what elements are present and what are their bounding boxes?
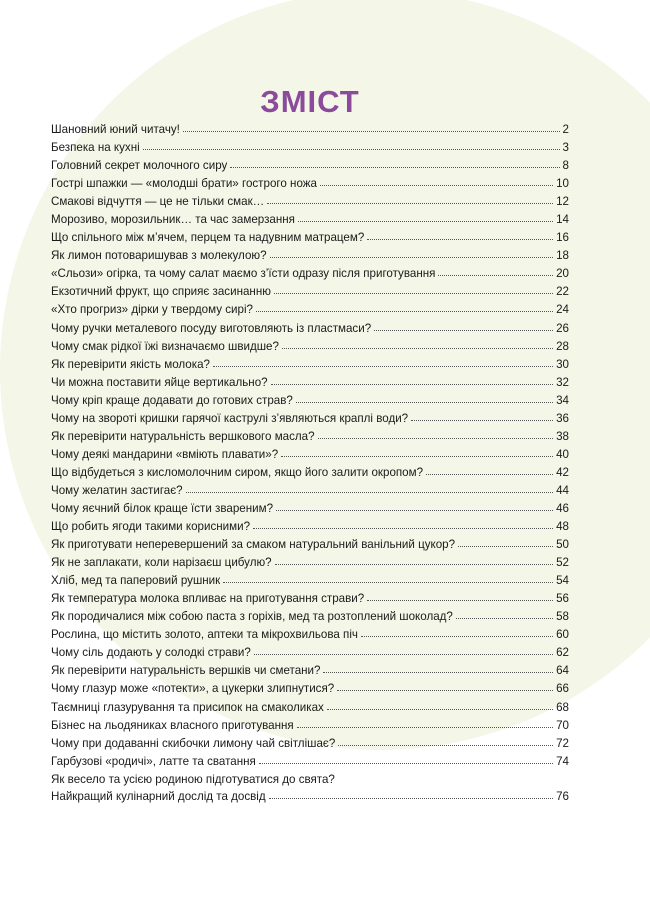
toc-entry-page-number: 48 (556, 520, 569, 534)
dot-leader (282, 347, 553, 349)
dot-leader (297, 726, 553, 728)
toc-entry-page-number: 50 (556, 538, 569, 552)
toc-entry[interactable] (51, 518, 569, 536)
dot-leader (298, 220, 553, 222)
toc-entry-page-number: 60 (556, 628, 569, 642)
toc-entry-page-number: 62 (556, 646, 569, 660)
toc-entry-page-number: 40 (556, 447, 569, 461)
toc-entry[interactable] (51, 301, 569, 319)
toc-entry[interactable] (51, 446, 569, 464)
toc-entry-title: Смакові відчуття — це не тільки смак… (51, 195, 265, 209)
dot-leader (223, 581, 553, 583)
dot-leader (143, 148, 560, 150)
dot-leader (458, 545, 553, 547)
toc-entry-title: Шановний юний читачу! (51, 123, 180, 136)
toc-entry-title: Рослина, що містить золото, аптеки та мікрохвильова піч (51, 628, 358, 642)
toc-entry-page-number: 18 (556, 249, 569, 263)
toc-entry-page-number: 72 (556, 736, 569, 750)
toc-entry[interactable] (51, 554, 569, 572)
toc-entry[interactable] (51, 211, 569, 229)
toc-entry-title: Як породичалися між собою паста з горіхів, мед та розтоплений шоколад? (51, 610, 453, 624)
dot-leader (438, 274, 553, 276)
dot-leader (337, 689, 553, 691)
toc-entry[interactable] (51, 536, 569, 554)
toc-entry-title: Чому желатин застигає? (51, 483, 183, 497)
toc-entry-title: Чи можна поставити яйце вертикально? (51, 375, 268, 389)
toc-entry-page-number: 54 (556, 574, 569, 588)
toc-entry[interactable] (51, 699, 569, 717)
dot-leader (213, 365, 553, 367)
toc-entry-title: «Сльози» огірка, та чому салат маємо з’їсти одразу після приготування (51, 267, 436, 281)
toc-entry-title-line2: Найкращий кулінарний дослід та досвід (51, 789, 266, 803)
toc-entry-title: Що відбудеться з кисломолочним сиром, якщо його залити окропом? (51, 465, 424, 479)
toc-entry-title: Як перевірити натуральність вершків чи сметани? (51, 664, 321, 678)
toc-entry-title: Чому яєчний білок краще їсти звареним? (51, 501, 274, 515)
toc-entry-page-number: 24 (556, 303, 569, 317)
toc-entry-page-number: 74 (556, 754, 569, 768)
toc-entry-page-number: 12 (556, 195, 569, 209)
toc-entry[interactable] (51, 680, 569, 698)
toc-entry-title: Що робить ягоди такими корисними? (51, 520, 251, 534)
toc-entry[interactable] (51, 392, 569, 410)
toc-entry-title: Чому деякі мандарини «вміють плавати»? (51, 447, 279, 461)
dot-leader (269, 797, 553, 799)
toc-entry-page-number: 10 (556, 177, 569, 191)
toc-entry-title: Гарбузові «родичі», латте та сватання (51, 754, 256, 768)
toc-entry[interactable] (51, 482, 569, 500)
toc-entry-page-number: 8 (562, 159, 569, 173)
toc-entry-page-number: 28 (556, 339, 569, 353)
toc-entry[interactable] (51, 590, 569, 608)
toc-entry-page-number: 20 (556, 267, 569, 281)
dot-leader (367, 238, 553, 240)
toc-entry-title: Екзотичний фрукт, що сприяє засинанню (51, 285, 271, 299)
toc-entry[interactable] (51, 626, 569, 644)
toc-entry-page-number: 26 (556, 321, 569, 335)
toc-entry[interactable] (51, 229, 569, 247)
toc-entry-title: Що спільного між м’ячем, перцем та надувним матрацем? (51, 231, 365, 245)
dot-leader (327, 708, 553, 710)
toc-entry-page-number: 70 (556, 718, 569, 732)
toc-entry-title: Бізнес на льодяниках власного приготування (51, 718, 294, 732)
toc-entry[interactable] (51, 283, 569, 301)
toc-entry-page-number: 3 (562, 141, 569, 155)
dot-leader (374, 329, 553, 331)
dot-leader (281, 455, 553, 457)
toc-entry-title: Таємниці глазурування та присипок на смаколиках (51, 700, 324, 714)
dot-leader (275, 563, 553, 565)
dot-leader (253, 527, 553, 529)
toc-entry[interactable] (51, 464, 569, 482)
toc-entry[interactable] (51, 121, 569, 139)
toc-entry-page-number: 38 (556, 429, 569, 443)
toc-entry[interactable] (51, 374, 569, 392)
toc-entry-title: Безпека на кухні (51, 141, 140, 155)
dot-leader (456, 617, 553, 619)
dot-leader (256, 310, 553, 312)
toc-entry-page-number: 44 (556, 483, 569, 497)
dot-leader (271, 383, 553, 385)
table-of-contents (51, 121, 569, 805)
toc-entry[interactable] (51, 735, 569, 753)
dot-leader (267, 202, 553, 204)
toc-entry-title: Гострі шпажки — «молодші брати» гострого ножа (51, 177, 317, 191)
toc-entry[interactable] (51, 320, 569, 338)
toc-entry-title: Чому при додаванні скибочки лимону чай світлішає? (51, 736, 336, 750)
toc-entry[interactable] (51, 247, 569, 265)
toc-entry[interactable] (51, 356, 569, 374)
dot-leader (183, 130, 560, 132)
toc-entry-title: Чому ручки металевого посуду виготовляють із пластмаси? (51, 321, 372, 335)
toc-entry[interactable] (51, 500, 569, 518)
toc-entry[interactable] (51, 717, 569, 735)
dot-leader (274, 292, 553, 294)
dot-leader (318, 437, 554, 439)
toc-entry-page-number: 46 (556, 501, 569, 515)
toc-entry-title: Головний секрет молочного сиру (51, 159, 228, 173)
toc-entry-page-number: 64 (556, 664, 569, 678)
toc-entry[interactable] (51, 572, 569, 590)
toc-entry-page-number: 14 (556, 213, 569, 227)
toc-entry[interactable] (51, 753, 569, 771)
dot-leader (367, 599, 553, 601)
toc-entry[interactable] (51, 139, 569, 157)
toc-entry-page-number: 68 (556, 700, 569, 714)
toc-entry-page-number: 22 (556, 285, 569, 299)
toc-entry-page-number: 2 (562, 123, 569, 136)
toc-entry[interactable] (51, 608, 569, 626)
toc-entry-page-number: 66 (556, 682, 569, 696)
toc-entry[interactable] (51, 175, 569, 193)
toc-entry-title-line1: Як весело та усією родиною підготуватися до свята? (51, 772, 335, 786)
toc-entry-title: Чому глазур може «потекти», а цукерки злипнутися? (51, 682, 335, 696)
dot-leader (338, 744, 553, 746)
dot-leader (426, 473, 553, 475)
toc-entry[interactable] (51, 193, 569, 211)
toc-entry[interactable] (51, 410, 569, 428)
toc-entry-title: Хліб, мед та паперовий рушник (51, 574, 221, 588)
dot-leader (230, 166, 559, 168)
toc-entry[interactable] (51, 157, 569, 175)
toc-entry-multiline[interactable] (51, 771, 569, 805)
toc-entry-title: Чому смак рідкої їжі визначаємо швидше? (51, 339, 279, 353)
dot-leader (323, 671, 553, 673)
toc-entry-title: Як перевірити якість молока? (51, 357, 210, 371)
toc-entry-title: Як температура молока впливає на приготування страви? (51, 592, 365, 606)
page-title: ЗМІСТ (260, 84, 360, 119)
dot-leader (296, 401, 553, 403)
toc-entry-title: Як приготувати неперевершений за смаком натуральний ванільний цукор? (51, 538, 456, 552)
toc-entry[interactable] (51, 338, 569, 356)
toc-entry[interactable] (51, 428, 569, 446)
dot-leader (320, 184, 553, 186)
toc-entry-page-number: 36 (556, 411, 569, 425)
toc-entry-page-number: 58 (556, 610, 569, 624)
dot-leader (276, 509, 553, 511)
dot-leader (186, 491, 553, 493)
toc-entry[interactable] (51, 644, 569, 662)
toc-entry-page-number: 32 (556, 375, 569, 389)
toc-entry-title: Морозиво, морозильник… та час замерзання (51, 213, 295, 227)
toc-entry-title: Чому кріп краще додавати до готових страв? (51, 393, 293, 407)
toc-entry-title: Чому на звороті кришки гарячої каструлі з’являються краплі води? (51, 411, 409, 425)
dot-leader (411, 419, 553, 421)
toc-entry-page-number: 52 (556, 556, 569, 570)
toc-entry-title: Як лимон потоваришував з молекулою? (51, 249, 267, 263)
toc-entry-page-number: 30 (556, 357, 569, 371)
dot-leader (270, 256, 554, 258)
toc-entry[interactable] (51, 265, 569, 283)
toc-entry-page-number: 42 (556, 465, 569, 479)
toc-entry[interactable] (51, 662, 569, 680)
toc-entry-page-number: 34 (556, 393, 569, 407)
toc-entry-title: Як перевірити натуральність вершкового масла? (51, 429, 315, 443)
dot-leader (361, 635, 553, 637)
toc-entry-page-number: 56 (556, 592, 569, 606)
dot-leader (254, 653, 553, 655)
toc-entry-title: Як не заплакати, коли нарізаєш цибулю? (51, 556, 272, 570)
toc-entry-page-number: 16 (556, 231, 569, 245)
toc-entry-title: «Хто прогриз» дірки у твердому сирі? (51, 303, 253, 317)
toc-entry-title: Чому сіль додають у солодкі страви? (51, 646, 251, 660)
toc-entry-page-number: 76 (556, 789, 569, 803)
dot-leader (259, 762, 553, 764)
